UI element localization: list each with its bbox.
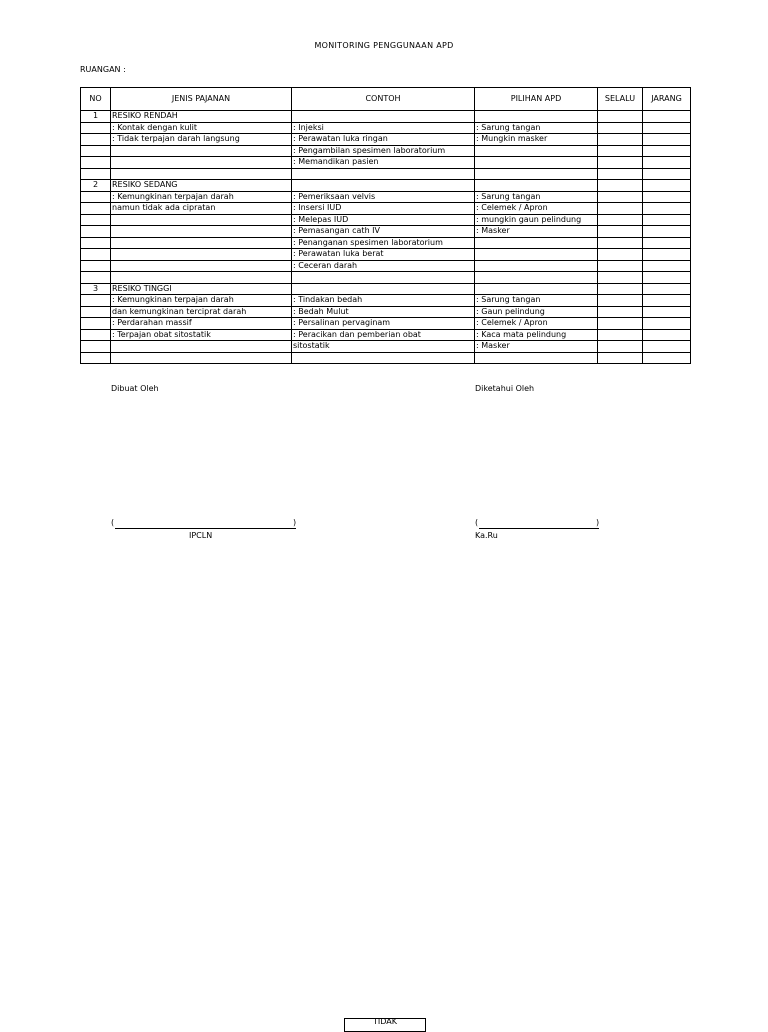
cell-jenis-pajanan — [111, 214, 292, 226]
cell-jarang[interactable] — [643, 111, 691, 123]
cell-no — [81, 260, 111, 272]
cell-contoh: : Ceceran darah — [292, 260, 475, 272]
cell-pilihan-apd: : Celemek / Apron — [475, 203, 598, 215]
cell-jarang[interactable] — [643, 226, 691, 238]
cell-pilihan-apd — [475, 260, 598, 272]
cell-jenis-pajanan: namun tidak ada cipratan — [111, 203, 292, 215]
header-pilihan-apd: PILIHAN APD — [475, 88, 598, 111]
left-close-paren: ) — [293, 518, 297, 527]
cell-no — [81, 295, 111, 307]
cell-jenis-pajanan — [111, 226, 292, 238]
cell-contoh — [292, 272, 475, 284]
table-row — [81, 260, 691, 272]
cell-selalu[interactable] — [598, 306, 643, 318]
cell-selalu[interactable] — [598, 237, 643, 249]
cell-contoh: : Penanganan spesimen laboratorium — [292, 237, 475, 249]
cell-jenis-pajanan — [111, 237, 292, 249]
cell-contoh: : Melepas IUD — [292, 214, 475, 226]
cell-jarang[interactable] — [643, 306, 691, 318]
cell-selalu[interactable] — [598, 226, 643, 238]
cell-pilihan-apd: : Sarung tangan — [475, 122, 598, 134]
cell-selalu[interactable] — [598, 145, 643, 157]
cell-jarang[interactable] — [643, 203, 691, 215]
cell-jenis-pajanan: : Tidak terpajan darah langsung — [111, 134, 292, 146]
cell-no — [81, 191, 111, 203]
cell-pilihan-apd: : Mungkin masker — [475, 134, 598, 146]
cell-contoh: : Tindakan bedah — [292, 295, 475, 307]
cell-selalu[interactable] — [598, 249, 643, 261]
cell-jenis-pajanan — [111, 352, 292, 364]
table-row — [81, 111, 691, 123]
cell-contoh: : Bedah Mulut — [292, 306, 475, 318]
cell-pilihan-apd — [475, 249, 598, 261]
cell-jenis-pajanan: : Terpajan obat sitostatik — [111, 329, 292, 341]
table-row — [81, 180, 691, 192]
cell-no: 2 — [81, 180, 111, 192]
cell-jarang[interactable] — [643, 180, 691, 192]
header-jarang: JARANG — [643, 88, 691, 111]
cell-contoh: : Perawatan luka berat — [292, 249, 475, 261]
cell-contoh: sitostatik — [292, 341, 475, 353]
table-header-row — [81, 88, 691, 111]
cell-pilihan-apd — [475, 237, 598, 249]
cell-contoh: : Pemasangan cath IV — [292, 226, 475, 238]
cell-pilihan-apd: : Kaca mata pelindung — [475, 329, 598, 341]
cell-no — [81, 134, 111, 146]
table-row — [81, 191, 691, 203]
left-open-paren: ( — [111, 518, 115, 527]
header-contoh: CONTOH — [292, 88, 475, 111]
cell-jarang[interactable] — [643, 191, 691, 203]
cell-contoh — [292, 180, 475, 192]
cell-jarang[interactable] — [643, 352, 691, 364]
header-no: NO — [81, 88, 111, 111]
cell-jenis-pajanan: : Kontak dengan kulit — [111, 122, 292, 134]
cell-jarang[interactable] — [643, 329, 691, 341]
cell-jarang[interactable] — [643, 237, 691, 249]
acknowledged-by-label: Diketahui Oleh — [475, 384, 535, 393]
table-row — [81, 237, 691, 249]
cell-jarang[interactable] — [643, 295, 691, 307]
table-row — [81, 203, 691, 215]
cell-jenis-pajanan: RESIKO RENDAH — [111, 111, 292, 123]
cell-jarang[interactable] — [643, 157, 691, 169]
table-row — [81, 134, 691, 146]
table-row — [81, 329, 691, 341]
cell-jenis-pajanan: RESIKO SEDANG — [111, 180, 292, 192]
cell-jenis-pajanan — [111, 341, 292, 353]
table-row — [81, 168, 691, 180]
right-role: Ka.Ru — [475, 531, 498, 540]
cell-jenis-pajanan: dan kemungkinan terciprat darah — [111, 306, 292, 318]
right-open-paren: ( — [475, 518, 479, 527]
cell-selalu[interactable] — [598, 134, 643, 146]
cell-no — [81, 318, 111, 330]
cell-contoh: : Perawatan luka ringan — [292, 134, 475, 146]
cell-jarang[interactable] — [643, 145, 691, 157]
cell-selalu[interactable] — [598, 260, 643, 272]
footer-box: TIDAK — [344, 1018, 426, 1032]
cell-jarang[interactable] — [643, 341, 691, 353]
cell-no: 1 — [81, 111, 111, 123]
cell-selalu[interactable] — [598, 157, 643, 169]
table-row — [81, 157, 691, 169]
table-row — [81, 214, 691, 226]
cell-selalu[interactable] — [598, 318, 643, 330]
cell-pilihan-apd: : Masker — [475, 226, 598, 238]
cell-no — [81, 237, 111, 249]
cell-jarang[interactable] — [643, 283, 691, 295]
cell-jarang[interactable] — [643, 168, 691, 180]
table-row — [81, 306, 691, 318]
cell-no — [81, 203, 111, 215]
cell-pilihan-apd: : Gaun pelindung — [475, 306, 598, 318]
table-row — [81, 249, 691, 261]
cell-pilihan-apd: : Sarung tangan — [475, 295, 598, 307]
cell-selalu[interactable] — [598, 341, 643, 353]
cell-no — [81, 352, 111, 364]
room-label: RUANGAN : — [80, 65, 126, 74]
cell-selalu[interactable] — [598, 111, 643, 123]
cell-contoh: : Pemeriksaan velvis — [292, 191, 475, 203]
table-row — [81, 122, 691, 134]
cell-contoh: : Persalinan pervaginam — [292, 318, 475, 330]
cell-selalu[interactable] — [598, 283, 643, 295]
cell-pilihan-apd — [475, 145, 598, 157]
cell-no — [81, 145, 111, 157]
cell-jenis-pajanan — [111, 168, 292, 180]
cell-contoh: : Insersi IUD — [292, 203, 475, 215]
cell-contoh: : Memandikan pasien — [292, 157, 475, 169]
cell-jenis-pajanan: : Kemungkinan terpajan darah — [111, 191, 292, 203]
header-jenis-pajanan: JENIS PAJANAN — [111, 88, 292, 111]
cell-contoh — [292, 352, 475, 364]
cell-pilihan-apd — [475, 168, 598, 180]
cell-selalu[interactable] — [598, 272, 643, 284]
cell-no — [81, 157, 111, 169]
apd-monitoring-table — [80, 87, 691, 364]
cell-selalu[interactable] — [598, 203, 643, 215]
cell-jenis-pajanan: : Kemungkinan terpajan darah — [111, 295, 292, 307]
table-row — [81, 352, 691, 364]
page-title: MONITORING PENGGUNAAN APD — [314, 41, 454, 50]
cell-no — [81, 122, 111, 134]
left-signature-line — [115, 528, 296, 529]
cell-selalu[interactable] — [598, 329, 643, 341]
cell-no — [81, 226, 111, 238]
cell-jarang[interactable] — [643, 122, 691, 134]
right-close-paren: ) — [596, 518, 600, 527]
table-row — [81, 318, 691, 330]
cell-jenis-pajanan: RESIKO TINGGI — [111, 283, 292, 295]
cell-no — [81, 329, 111, 341]
table-row — [81, 272, 691, 284]
cell-jenis-pajanan — [111, 272, 292, 284]
table-row — [81, 145, 691, 157]
cell-no — [81, 214, 111, 226]
cell-pilihan-apd — [475, 283, 598, 295]
cell-contoh: : Injeksi — [292, 122, 475, 134]
table-row — [81, 283, 691, 295]
cell-jenis-pajanan — [111, 249, 292, 261]
cell-no — [81, 168, 111, 180]
cell-pilihan-apd — [475, 272, 598, 284]
cell-no — [81, 249, 111, 261]
cell-selalu[interactable] — [598, 168, 643, 180]
cell-pilihan-apd: : Celemek / Apron — [475, 318, 598, 330]
right-signature-line — [479, 528, 599, 529]
cell-jenis-pajanan — [111, 157, 292, 169]
cell-jarang[interactable] — [643, 318, 691, 330]
cell-pilihan-apd: : Sarung tangan — [475, 191, 598, 203]
cell-jenis-pajanan: : Perdarahan massif — [111, 318, 292, 330]
cell-contoh: : Pengambilan spesimen laboratorium — [292, 145, 475, 157]
table-row — [81, 295, 691, 307]
cell-selalu[interactable] — [598, 295, 643, 307]
header-selalu: SELALU — [598, 88, 643, 111]
cell-jarang[interactable] — [643, 272, 691, 284]
cell-jenis-pajanan — [111, 260, 292, 272]
cell-no — [81, 272, 111, 284]
cell-contoh: : Peracikan dan pemberian obat — [292, 329, 475, 341]
cell-pilihan-apd — [475, 352, 598, 364]
cell-pilihan-apd — [475, 111, 598, 123]
cell-selalu[interactable] — [598, 180, 643, 192]
cell-selalu[interactable] — [598, 352, 643, 364]
cell-pilihan-apd — [475, 157, 598, 169]
cell-contoh — [292, 283, 475, 295]
created-by-label: Dibuat Oleh — [111, 384, 159, 393]
cell-pilihan-apd: : mungkin gaun pelindung — [475, 214, 598, 226]
table-row — [81, 226, 691, 238]
table-row — [81, 341, 691, 353]
cell-selalu[interactable] — [598, 191, 643, 203]
cell-no: 3 — [81, 283, 111, 295]
cell-jarang[interactable] — [643, 134, 691, 146]
cell-jarang[interactable] — [643, 260, 691, 272]
cell-contoh — [292, 111, 475, 123]
cell-pilihan-apd: : Masker — [475, 341, 598, 353]
cell-selalu[interactable] — [598, 122, 643, 134]
cell-jenis-pajanan — [111, 145, 292, 157]
left-role: IPCLN — [189, 531, 213, 540]
cell-jarang[interactable] — [643, 249, 691, 261]
cell-no — [81, 306, 111, 318]
cell-jarang[interactable] — [643, 214, 691, 226]
cell-contoh — [292, 168, 475, 180]
cell-no — [81, 341, 111, 353]
cell-pilihan-apd — [475, 180, 598, 192]
cell-selalu[interactable] — [598, 214, 643, 226]
